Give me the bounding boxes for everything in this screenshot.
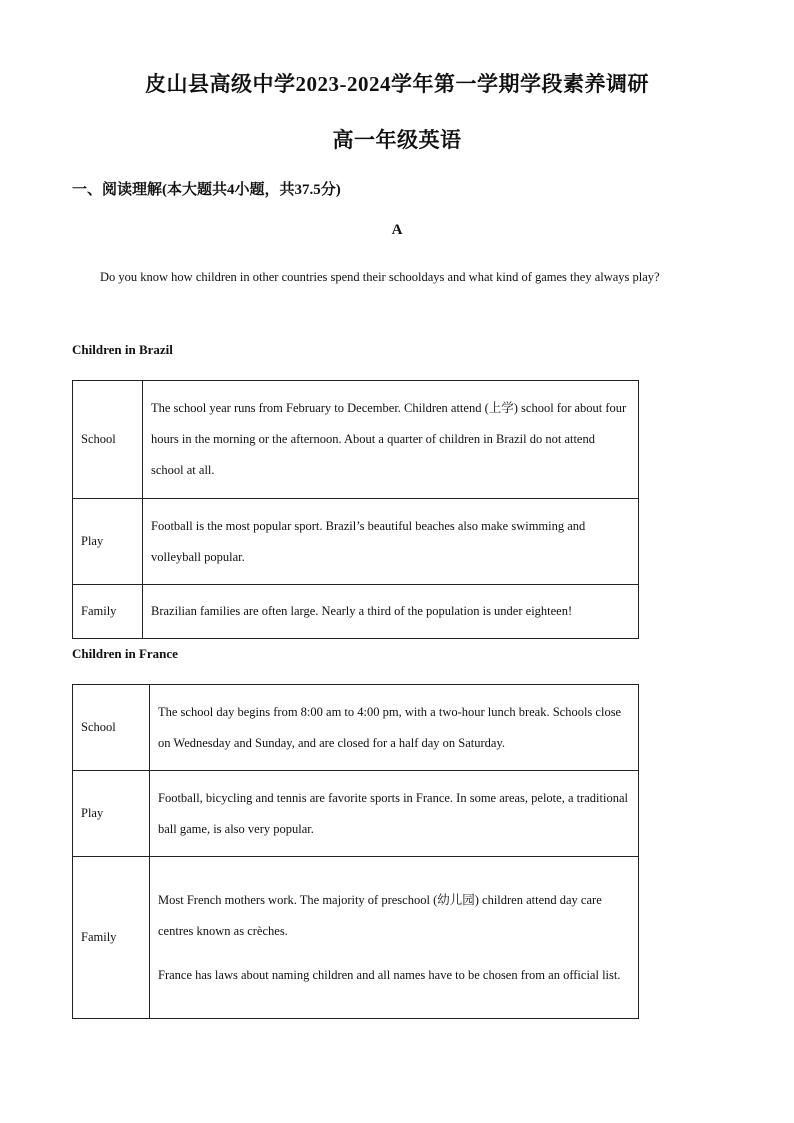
table-row — [73, 499, 639, 585]
row-text-group — [150, 857, 639, 1019]
row-text: The school day begins from 8:00 am to 4:00 pm, with a two-hour lunch break. Schools close on Wednesday and Sunday, and are closed for a half day on Saturday. — [150, 685, 639, 771]
section-heading: 一、阅读理解(本大题共4小题，共37.5分) — [72, 182, 341, 198]
exam-subtitle: 高一年级英语 — [332, 128, 462, 152]
passage-intro: Do you know how children in other countries spend their schooldays and what kind of games they always play? — [100, 270, 660, 284]
row-text: Football is the most popular sport. Brazil’s beautiful beaches also make swimming and volleyball popular. — [143, 499, 639, 585]
row-label: Play — [73, 499, 143, 585]
table-row — [73, 857, 639, 1019]
passage-label: A — [391, 222, 403, 238]
row-label: Family — [73, 585, 143, 639]
table-row — [73, 381, 639, 499]
france-table — [72, 684, 639, 1019]
exam-title: 皮山县高级中学2023-2024学年第一学期学段素养调研 — [145, 72, 649, 96]
row-label: Play — [73, 771, 150, 857]
row-text: The school year runs from February to December. Children attend (上学) school for about four hours in the morning or the afternoon. About a quarter of children in Brazil do not attend school at all. — [143, 381, 639, 499]
row-text-second: France has laws about naming children and all names have to be chosen from an official list. — [158, 967, 621, 982]
row-text: Brazilian families are often large. Nearly a third of the population is under eighteen! — [143, 585, 639, 639]
row-label: School — [73, 381, 143, 499]
row-text: Most French mothers work. The majority of preschool (幼儿园) children attend day care centres known as crèches. — [158, 892, 602, 938]
row-label: School — [73, 685, 150, 771]
row-label: Family — [73, 857, 150, 1019]
row-text: Football, bicycling and tennis are favorite sports in France. In some areas, pelote, a traditional ball game, is also very popular. — [150, 771, 639, 857]
brazil-heading: Children in Brazil — [72, 342, 173, 357]
france-heading: Children in France — [72, 646, 178, 661]
table-row — [73, 585, 639, 639]
table-row — [73, 771, 639, 857]
brazil-table — [72, 380, 639, 639]
table-row — [73, 685, 639, 771]
